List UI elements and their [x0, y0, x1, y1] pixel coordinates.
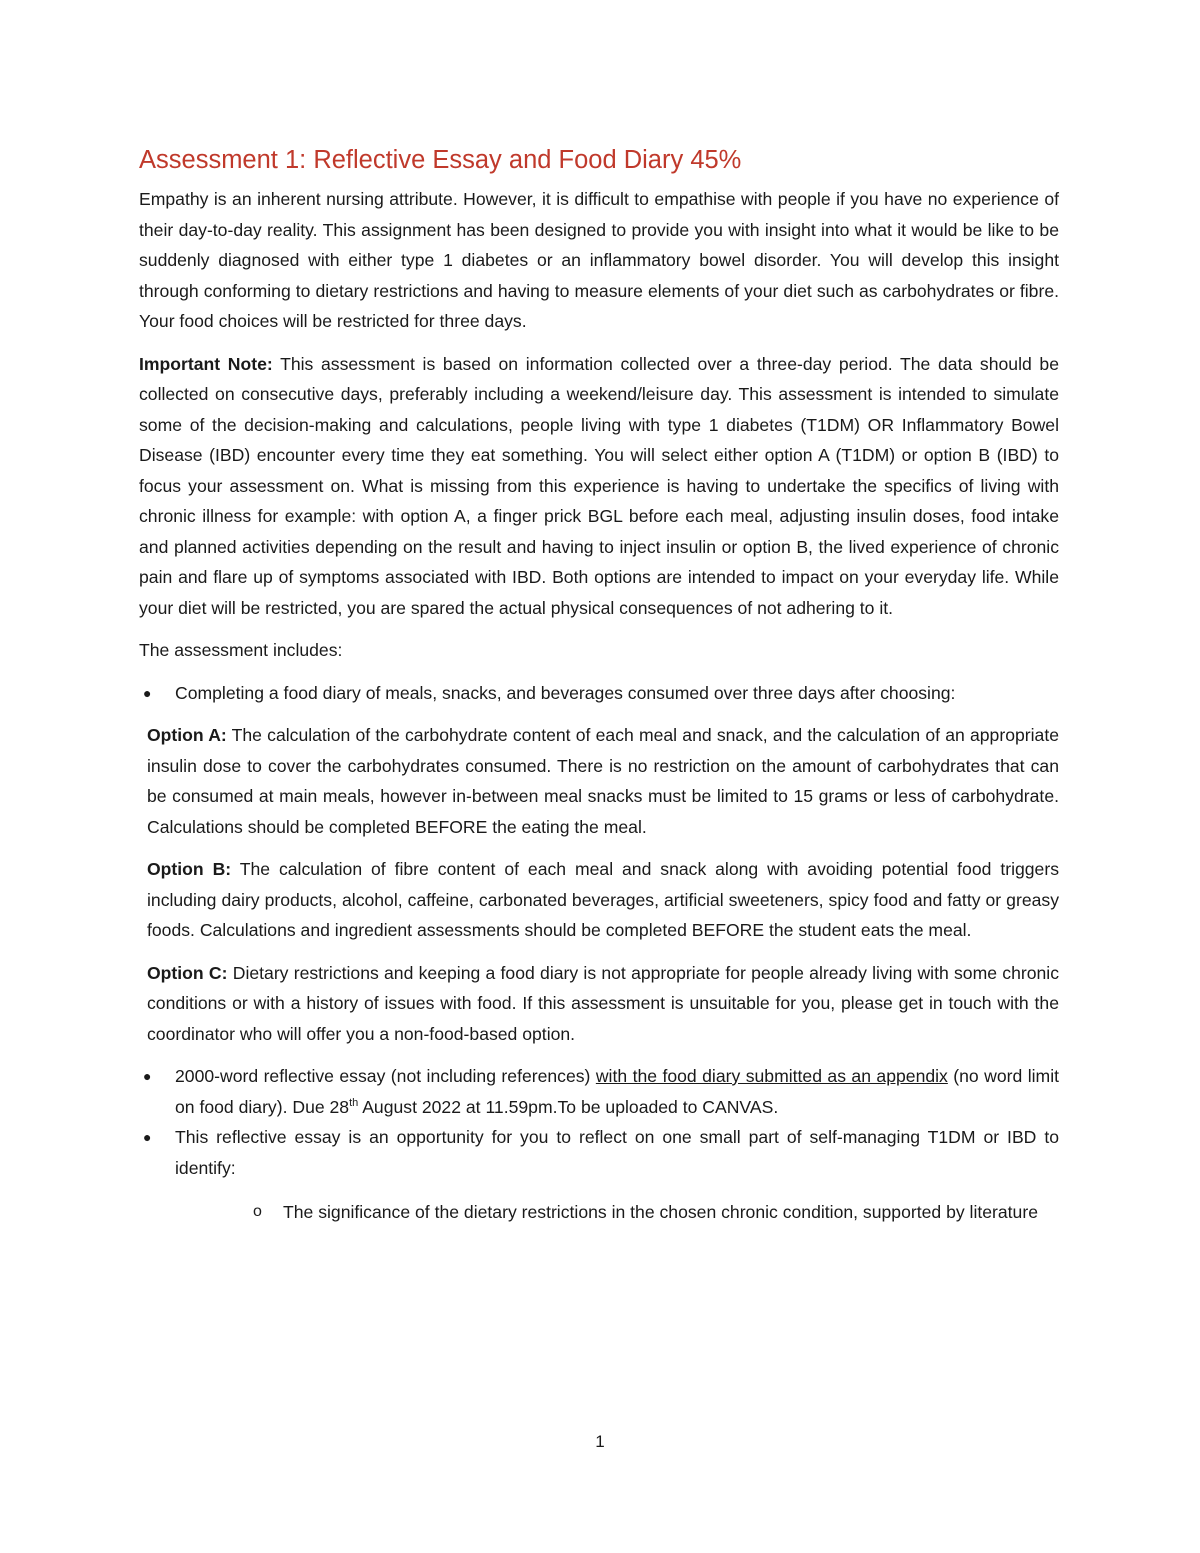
- option-c-paragraph: [139, 958, 1059, 1050]
- sub-item-text: The significance of the dietary restrictions in the chosen chronic condition, supported by literature: [283, 1202, 1038, 1222]
- important-note-paragraph: [139, 349, 1059, 624]
- includes-list: [139, 678, 1059, 709]
- includes-heading: The assessment includes:: [139, 640, 343, 660]
- option-a-paragraph: [139, 720, 1059, 842]
- option-c-text: Dietary restrictions and keeping a food diary is not appropriate for people already living with some chronic conditions or with a history of issues with food. If this assessment is unsuitable for you, please get in touch with the coordinator who will offer you a non-food-based option.: [147, 962, 1059, 1044]
- essay-underlined-text: with the food diary submitted as an appendix: [595, 1066, 948, 1086]
- list-item: [139, 1197, 1059, 1228]
- intro-paragraph: Empathy is an inherent nursing attribute. However, it is difficult to empathise with people if you have no experience of their day-to-day reality. This assignment has been designed to provide you with insight into what it would be like to be suddenly diagnosed with either type 1 diabetes or an inflammatory bowel disorder. You will develop this insight through conforming to dietary restrictions and having to measure elements of your diet such as carbohydrates or fibre. Your food choices will be restricted for three days.: [139, 189, 1059, 331]
- bullet-icon: ●: [143, 684, 152, 701]
- list-item: [139, 678, 1059, 709]
- option-b-label: Option B:: [147, 859, 232, 879]
- essay-pre-text: 2000-word reflective essay (not including references): [175, 1066, 596, 1086]
- option-c-label: Option C:: [147, 962, 228, 983]
- essay-list: [139, 1061, 1059, 1183]
- option-a-label: Option A:: [147, 725, 227, 745]
- sub-list: [139, 1197, 1059, 1228]
- bullet-text-reflection: This reflective essay is an opportunity for you to reflect on one small part of self-managing T1DM or IBD to identify:: [175, 1127, 1059, 1178]
- important-note-text: This assessment is based on information collected over a three-day period. The data should be collected on consecutive days, preferably including a weekend/leisure day. This assessment is intended to simulate some of the decision-making and calculations, people living with type 1 diabetes (T1DM) OR Inflammatory Bowel Disease (IBD) encounter every time they eat something. You will select either option A (T1DM) or option B (IBD) to focus your assessment on. What is missing from this experience is having to undertake the specifics of living with chronic illness for example: with option A, a finger prick BGL before each meal, adjusting insulin doses, food intake and planned activities depending on the result and having to inject insulin or option B, the lived experience of chronic pain and flare up of symptoms associated with IBD. Both options are intended to impact on your everyday life. While your diet will be restricted, you are spared the actual physical consequences of not adhering to it.: [139, 353, 1059, 618]
- bullet-text-food-diary: Completing a food diary of meals, snacks, and beverages consumed over three days after choosing:: [175, 682, 956, 703]
- option-b-paragraph: [139, 854, 1059, 946]
- essay-post-text: August 2022 at 11.59pm.To be uploaded to CANVAS.: [358, 1096, 779, 1117]
- list-item: [139, 1122, 1059, 1183]
- page-number: 1: [595, 1432, 605, 1451]
- document-title: Assessment 1: Reflective Essay and Food Diary 45%: [139, 146, 742, 174]
- bullet-icon: ●: [143, 1129, 152, 1145]
- option-b-text: The calculation of fibre content of each meal and snack along with avoiding potential food triggers including dairy products, alcohol, caffeine, carbonated beverages, artificial sweeteners, spicy food and fatty or greasy foods. Calculations and ingredient assessments should be completed BEFORE the student eats the meal.: [147, 859, 1059, 940]
- important-note-label: Important Note:: [139, 353, 273, 374]
- list-item: [139, 1061, 1059, 1122]
- essay-mid-text: (no word limit on food diary). Due 28: [175, 1066, 1059, 1117]
- bullet-icon: ●: [143, 1068, 152, 1084]
- option-a-text: The calculation of the carbohydrate content of each meal and snack, and the calculation of an appropriate insulin dose to cover the carbohydrates consumed. There is no restriction on the amount of carbohydrates that can be consumed at main meals, however in-between meal snacks must be limited to 15 grams or less of carbohydrate. Calculations should be completed BEFORE the eating the meal.: [147, 725, 1059, 837]
- essay-superscript: th: [349, 1096, 359, 1109]
- document-body: [139, 140, 1059, 1228]
- circle-bullet-icon: o: [253, 1203, 262, 1220]
